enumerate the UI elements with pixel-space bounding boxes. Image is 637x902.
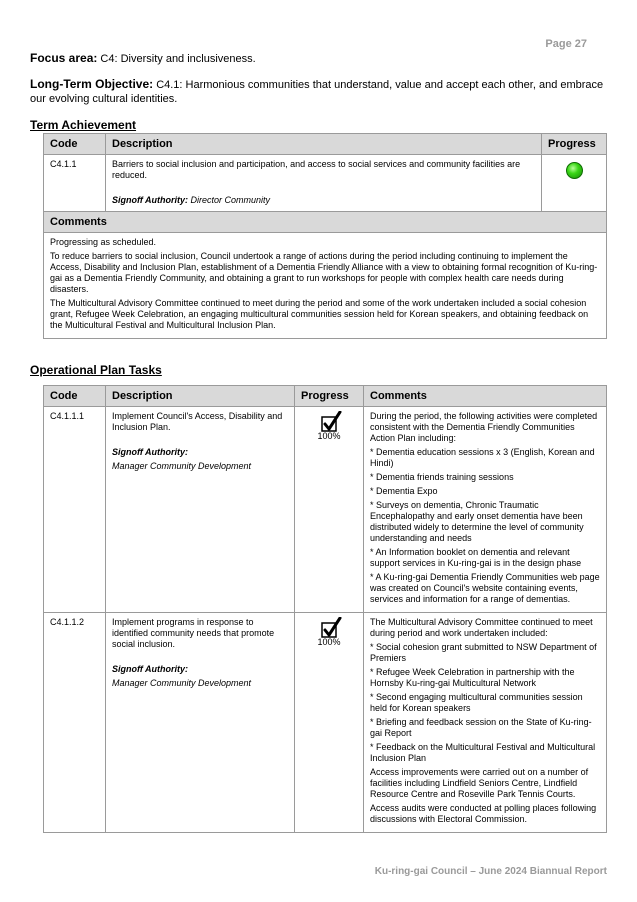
table-row (44, 155, 607, 212)
page-number: Page 27 (545, 38, 587, 50)
comment-line: During the period, the following activities were completed consistent with the Dementia Friendly Communities Action Plan including: (370, 411, 598, 443)
page-footer: Ku-ring-gai Council – June 2024 Biannual Report (374, 866, 607, 877)
signoff-value: Manager Community Development (112, 461, 252, 471)
row-code: C4.1.1.1 (44, 407, 106, 613)
row-progress-cell (542, 155, 607, 212)
status-green-icon (566, 162, 583, 179)
header-description: Description (106, 386, 295, 407)
comment-line: * Dementia Expo (370, 486, 438, 496)
row-description-cell (106, 613, 295, 833)
row-description: Implement programs in response to identified community needs that promote social inclusion. (112, 617, 275, 649)
comment-line: Access improvements were carried out on a number of facilities including Lindfield Seniors Centre, Lindfield Resource Centre and Roseville Park Tennis Courts. (370, 767, 589, 799)
header-code: Code (44, 386, 106, 407)
comment-line: * Second engaging multicultural communities session held for Korean speakers (370, 692, 583, 713)
signoff-value: Manager Community Development (112, 678, 252, 688)
row-progress-cell (295, 407, 364, 613)
operational-plan-table (43, 385, 607, 833)
comment-paragraph: Progressing as scheduled. (50, 237, 157, 247)
row-description: Implement Council's Access, Disability and Inclusion Plan. (112, 411, 283, 432)
comment-line: The Multicultural Advisory Committee continued to meet during period and work undertaken included: (370, 617, 593, 638)
signoff-label: Signoff Authority: (112, 447, 188, 457)
signoff-label: Signoff Authority: (112, 664, 188, 674)
objective-label: Long-Term Objective: (30, 77, 154, 91)
focus-area-label: Focus area: (30, 51, 98, 65)
header-comments: Comments (364, 386, 607, 407)
row-comments-cell (364, 407, 607, 613)
comment-line: * Briefing and feedback session on the State of Ku-ring-gai Report (370, 717, 592, 738)
term-achievement-table (43, 133, 607, 339)
comment-line: Access audits were conducted at polling places following discussions with Electoral Commission. (370, 803, 597, 824)
row-progress-cell (295, 613, 364, 833)
checkmark-icon (320, 617, 338, 635)
header-code: Code (44, 134, 106, 155)
focus-area-value: C4: Diversity and inclusiveness. (100, 53, 256, 65)
comments-header: Comments (44, 212, 607, 233)
progress-percent: 100% (317, 637, 341, 647)
progress-percent: 100% (317, 431, 341, 441)
comment-paragraph: The Multicultural Advisory Committee continued to meet during the period and some of the work undertaken included a social cohesion grant, Refugee Week Celebration, an engaging multicultural communities session held for Korean speakers, and obtaining feedback on the Multicultural Festival and Multicultural Inclusion Plan. (50, 298, 589, 330)
comment-line: * A Ku-ring-gai Dementia Friendly Communities web page was created on Council's website containing events, services and information for a range of dementias. (370, 572, 600, 604)
comments-cell (44, 233, 607, 339)
row-comments-cell (364, 613, 607, 833)
row-code: C4.1.1.2 (44, 613, 106, 833)
table-row (44, 613, 607, 833)
term-achievement-title: Term Achievement (30, 118, 137, 132)
row-description-cell (106, 155, 542, 212)
header-progress: Progress (542, 134, 607, 155)
comment-line: * Dementia education sessions x 3 (English, Korean and Hindi) (370, 447, 595, 468)
row-code: C4.1.1 (44, 155, 106, 212)
operational-plan-title: Operational Plan Tasks (30, 363, 162, 377)
long-term-objective (30, 77, 612, 106)
signoff-value: Director Community (190, 195, 271, 205)
comment-line: * Dementia friends training sessions (370, 472, 514, 482)
checkmark-icon (320, 411, 338, 429)
comment-line: * An Information booklet on dementia and relevant support services in Ku-ring-gai is in the design phase (370, 547, 582, 568)
table-row (44, 407, 607, 613)
table-header-row (44, 134, 607, 155)
signoff-authority (112, 195, 535, 206)
comment-line: * Refugee Week Celebration in partnership with the Hornsby Ku-ring-gai Multicultural Network (370, 667, 575, 688)
comment-line: * Feedback on the Multicultural Festival and Multicultural Inclusion Plan (370, 742, 596, 763)
comments-row (44, 233, 607, 339)
row-description-cell (106, 407, 295, 613)
objective-value: C4.1: Harmonious communities that understand, value and accept each other, and embrace our evolving cultural identities. (30, 79, 604, 105)
comment-paragraph: To reduce barriers to social inclusion, Council undertook a range of actions during the period including continuing to implement the Access, Disability and Inclusion Plan, establishment of a Dementia Friendly Alliance with a view to obtaining formal recognition of Ku-ring-gai as a Dementia Friendly Community, and obtaining a grant to run workshops for people with complex health care needs during disasters. (50, 251, 598, 294)
row-description: Barriers to social inclusion and participation, and access to social services and community facilities are reduced. (112, 159, 521, 180)
header-description: Description (106, 134, 542, 155)
comment-line: * Surveys on dementia, Chronic Traumatic Encephalopathy and early onset dementia have been distributed widely to determine the level of community understanding and needs (370, 500, 584, 543)
comments-header-row (44, 212, 607, 233)
signoff-label: Signoff Authority: (112, 195, 188, 205)
header-progress: Progress (295, 386, 364, 407)
focus-area (30, 51, 610, 66)
comment-line: * Social cohesion grant submitted to NSW Department of Premiers (370, 642, 597, 663)
table-header-row (44, 386, 607, 407)
